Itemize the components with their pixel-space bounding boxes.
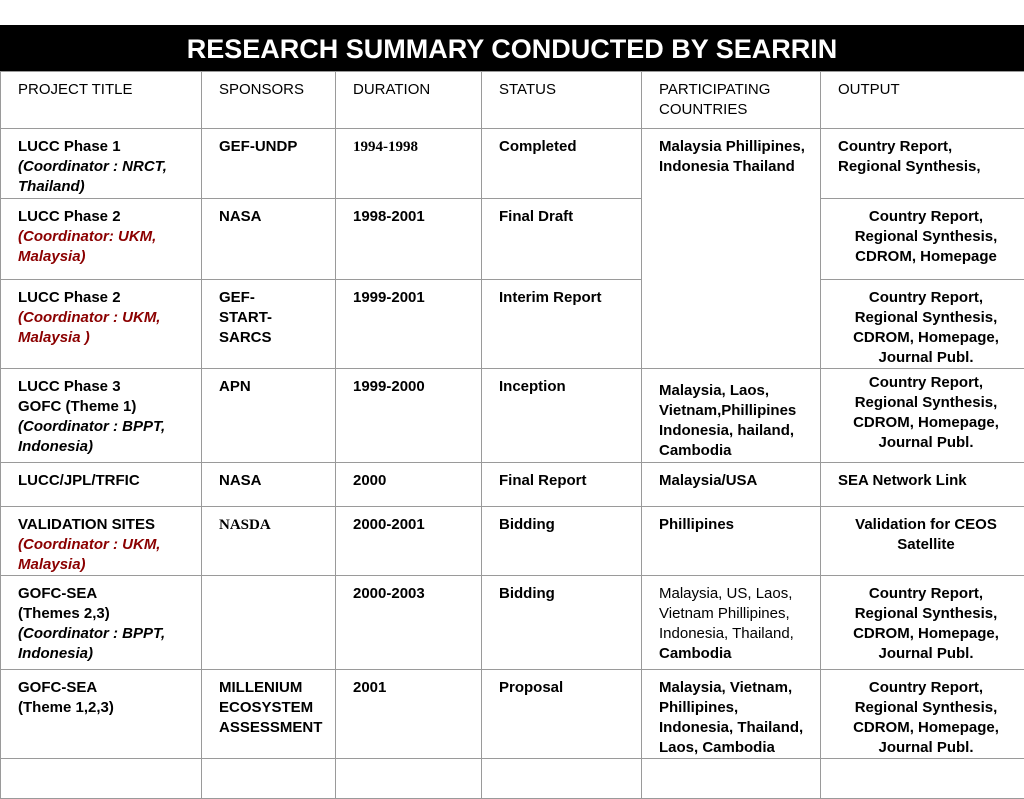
project-title: GOFC-SEA (18, 584, 191, 604)
coordinator: (Coordinator : BPPT, Indonesia) (18, 417, 191, 457)
output-cell: SEA Network Link (821, 463, 1024, 507)
table-row (1, 759, 1024, 799)
duration-cell: 1998-2001 (336, 199, 482, 280)
status-cell: Interim Report (482, 280, 642, 369)
status-cell: Bidding (482, 507, 642, 576)
output-cell: Country Report, Regional Synthesis, CDROM, Homepage, Journal Publ. (821, 280, 1024, 369)
status-cell: Final Report (482, 463, 642, 507)
project-title-cell (1, 280, 202, 369)
table-row (1, 507, 1024, 576)
duration-cell: 2001 (336, 670, 482, 759)
countries-cell-merged: Malaysia Phillipines, Indonesia Thailand (642, 129, 821, 369)
project-title: VALIDATION SITES (18, 515, 191, 535)
duration-cell: 1999-2001 (336, 280, 482, 369)
status-cell: Completed (482, 129, 642, 199)
project-subtitle: (Themes 2,3) (18, 604, 191, 624)
coordinator: (Coordinator : UKM, Malaysia ) (18, 308, 191, 348)
countries-cell: Phillipines (642, 507, 821, 576)
table-row (1, 129, 1024, 199)
duration-cell: 2000-2003 (336, 576, 482, 670)
coordinator: (Coordinator: UKM, Malaysia) (18, 227, 191, 267)
countries-cell: Malaysia, Laos, Vietnam,Phillipines Indonesia, hailand, Cambodia (642, 369, 821, 463)
header-sponsors: SPONSORS (202, 72, 336, 129)
project-title: LUCC Phase 2 (18, 207, 191, 227)
status-cell: Final Draft (482, 199, 642, 280)
sponsor-cell: MILLENIUM ECOSYSTEM ASSESSMENT (202, 670, 336, 759)
table-row (1, 463, 1024, 507)
countries-cell (642, 576, 821, 670)
sponsor-cell: NASDA (202, 507, 336, 576)
project-title: LUCC Phase 2 (18, 288, 191, 308)
output-cell: Country Report, Regional Synthesis, CDROM, Homepage, Journal Publ. (821, 369, 1024, 463)
project-title-cell: LUCC/JPL/TRFIC (1, 463, 202, 507)
duration-cell: 2000-2001 (336, 507, 482, 576)
duration-cell: 1999-2000 (336, 369, 482, 463)
header-row (1, 72, 1024, 129)
table-row (1, 280, 1024, 369)
empty-cell (1, 759, 202, 799)
sponsor-cell: NASA (202, 463, 336, 507)
output-cell: Country Report, Regional Synthesis, CDROM, Homepage, Journal Publ. (821, 670, 1024, 759)
project-title-cell (1, 129, 202, 199)
table-row (1, 369, 1024, 463)
project-title: LUCC Phase 3 (18, 377, 191, 397)
project-title-cell (1, 369, 202, 463)
project-subtitle: (Theme 1,2,3) (18, 698, 191, 718)
project-title: GOFC-SEA (18, 678, 191, 698)
status-cell: Inception (482, 369, 642, 463)
empty-cell (642, 759, 821, 799)
empty-cell (202, 759, 336, 799)
table-row (1, 576, 1024, 670)
table-row (1, 199, 1024, 280)
countries-text: Malaysia, US, Laos, Vietnam Phillipines, Indonesia, Thailand, (659, 585, 794, 642)
output-cell: Country Report, Regional Synthesis, CDROM, Homepage (821, 199, 1024, 280)
project-subtitle: GOFC (Theme 1) (18, 397, 191, 417)
output-cell: Country Report, Regional Synthesis, (821, 129, 1024, 199)
countries-cell: Malaysia, Vietnam, Phillipines, Indonesia, Thailand, Laos, Cambodia (642, 670, 821, 759)
page-title: RESEARCH SUMMARY CONDUCTED BY SEARRIN (0, 25, 1024, 71)
research-table (0, 71, 1024, 799)
empty-cell (821, 759, 1024, 799)
sponsor-cell: APN (202, 369, 336, 463)
coordinator: (Coordinator : BPPT, Indonesia) (18, 624, 191, 664)
sponsor-cell: GEF-UNDP (202, 129, 336, 199)
sponsor-cell: NASA (202, 199, 336, 280)
coordinator: (Coordinator : UKM, Malaysia) (18, 535, 191, 575)
countries-cell: Malaysia/USA (642, 463, 821, 507)
coordinator: (Coordinator : NRCT, Thailand) (18, 157, 191, 197)
project-title: LUCC Phase 1 (18, 137, 191, 157)
duration-cell: 1994-1998 (336, 129, 482, 199)
empty-cell (482, 759, 642, 799)
sponsor-cell: GEF-START-SARCS (202, 280, 336, 369)
output-cell: Validation for CEOS Satellite (821, 507, 1024, 576)
header-output: OUTPUT (821, 72, 1024, 129)
project-title-cell (1, 199, 202, 280)
project-title-cell (1, 576, 202, 670)
duration-cell: 2000 (336, 463, 482, 507)
status-cell: Proposal (482, 670, 642, 759)
header-participating-countries: PARTICIPATING COUNTRIES (642, 72, 821, 129)
output-cell: Country Report, Regional Synthesis, CDROM, Homepage, Journal Publ. (821, 576, 1024, 670)
project-title-cell (1, 670, 202, 759)
header-project-title: PROJECT TITLE (1, 72, 202, 129)
countries-text-bold: Cambodia (659, 644, 810, 664)
table-row (1, 670, 1024, 759)
header-status: STATUS (482, 72, 642, 129)
status-cell: Bidding (482, 576, 642, 670)
empty-cell (336, 759, 482, 799)
header-duration: DURATION (336, 72, 482, 129)
sponsor-cell (202, 576, 336, 670)
project-title-cell (1, 507, 202, 576)
